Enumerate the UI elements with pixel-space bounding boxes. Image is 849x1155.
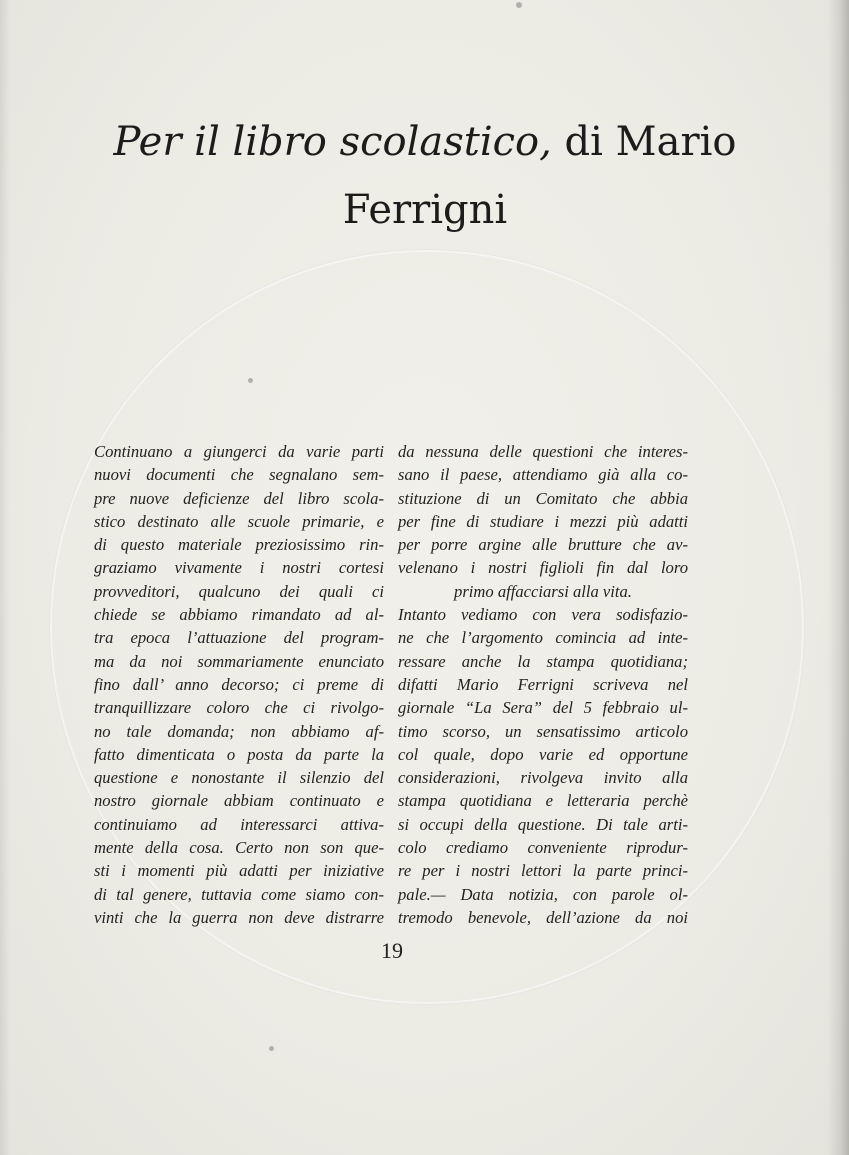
page-title-italic: Per il libro scolastico, (113, 119, 552, 165)
page-number: 19 (381, 938, 403, 963)
text-line: tranquillizzare coloro che ci rivolgo- (94, 698, 384, 718)
text-line: tremodo benevole, dell’azione da noi (398, 907, 688, 927)
text-line: considerazioni, rivolgeva invito alla (398, 768, 688, 788)
text-line: col quale, dopo varie ed opportune (398, 744, 688, 764)
text-line: difatti Mario Ferrigni scriveva nel (398, 674, 688, 694)
text-line: primo affacciarsi alla vita. (454, 581, 632, 601)
text-line: vinti che la guerra non deve distrarre (94, 907, 384, 927)
text-line: no tale domanda; non abbiamo af- (94, 721, 384, 741)
text-line: re per i nostri lettori la parte princi- (398, 861, 688, 881)
text-column-left (94, 440, 384, 929)
page-left-shadow (0, 0, 10, 1155)
text-line: continuiamo ad interessarci attiva- (94, 814, 384, 834)
text-column-right (398, 440, 688, 929)
text-line: provveditori, qualcuno dei quali ci (94, 581, 384, 601)
text-line: ma da noi sommariamente enunciato (94, 651, 384, 671)
text-line: di tal genere, tuttavia come siamo con- (94, 884, 384, 904)
text-line: stico destinato alle scuole primarie, e (94, 511, 384, 531)
text-line: graziamo vivamente i nostri cortesi (94, 558, 384, 578)
text-line: Intanto vediamo con vera sodisfazio- (398, 605, 688, 625)
text-line: da nessuna delle questioni che interes- (398, 442, 688, 461)
text-line: fino dall’ anno decorso; ci preme di (94, 674, 384, 694)
page-title (60, 108, 790, 244)
text-line: sano il paese, attendiamo già alla co- (398, 465, 688, 485)
paper-speck (248, 378, 253, 383)
text-line: ne che l’argomento comincia ad inte- (398, 628, 688, 648)
page-right-edge-shadow (827, 0, 849, 1155)
text-line: stituzione di un Comitato che abbia (398, 488, 688, 508)
text-line: sti i momenti più adatti per iniziative (94, 861, 384, 881)
text-line: per fine di studiare i mezzi più adatti (398, 511, 688, 531)
page-title-roman: di Mario Ferrigni (342, 119, 737, 233)
text-line: di questo materiale preziosissimo rin- (94, 535, 384, 555)
text-line: pre nuove deficienze del libro scola- (94, 488, 384, 508)
text-line: stampa quotidiana e letteraria perchè (398, 791, 688, 811)
text-line: chiede se abbiamo rimandato ad al- (94, 605, 384, 625)
text-line: questione e nonostante il silenzio del (94, 768, 384, 788)
text-line: nuovi documenti che segnalano sem- (94, 465, 384, 485)
text-line: giornale “La Sera” del 5 febbraio ul- (398, 698, 688, 718)
paper-speck (269, 1046, 274, 1051)
text-line: fatto dimenticata o posta da parte la (94, 744, 384, 764)
text-line: per porre argine alle brutture che av- (398, 535, 688, 555)
text-line: colo crediamo conveniente riprodur- (398, 838, 688, 858)
text-line: Continuano a giungerci da varie parti (94, 442, 384, 461)
text-line: nostro giornale abbiam continuato e (94, 791, 384, 811)
text-line: pale.— Data notizia, con parole ol- (398, 884, 688, 904)
text-line: ressare anche la stampa quotidiana; (398, 651, 688, 671)
paper-speck (516, 2, 522, 8)
text-line: si occupi della questione. Di tale arti- (398, 814, 688, 834)
text-line: mente della cosa. Certo non son que- (94, 838, 384, 858)
text-line: timo scorso, un sensatissimo articolo (398, 721, 688, 741)
text-line: tra epoca l’attuazione del program- (94, 628, 384, 648)
text-line: velenano i nostri figlioli fin dal loro (398, 558, 688, 578)
